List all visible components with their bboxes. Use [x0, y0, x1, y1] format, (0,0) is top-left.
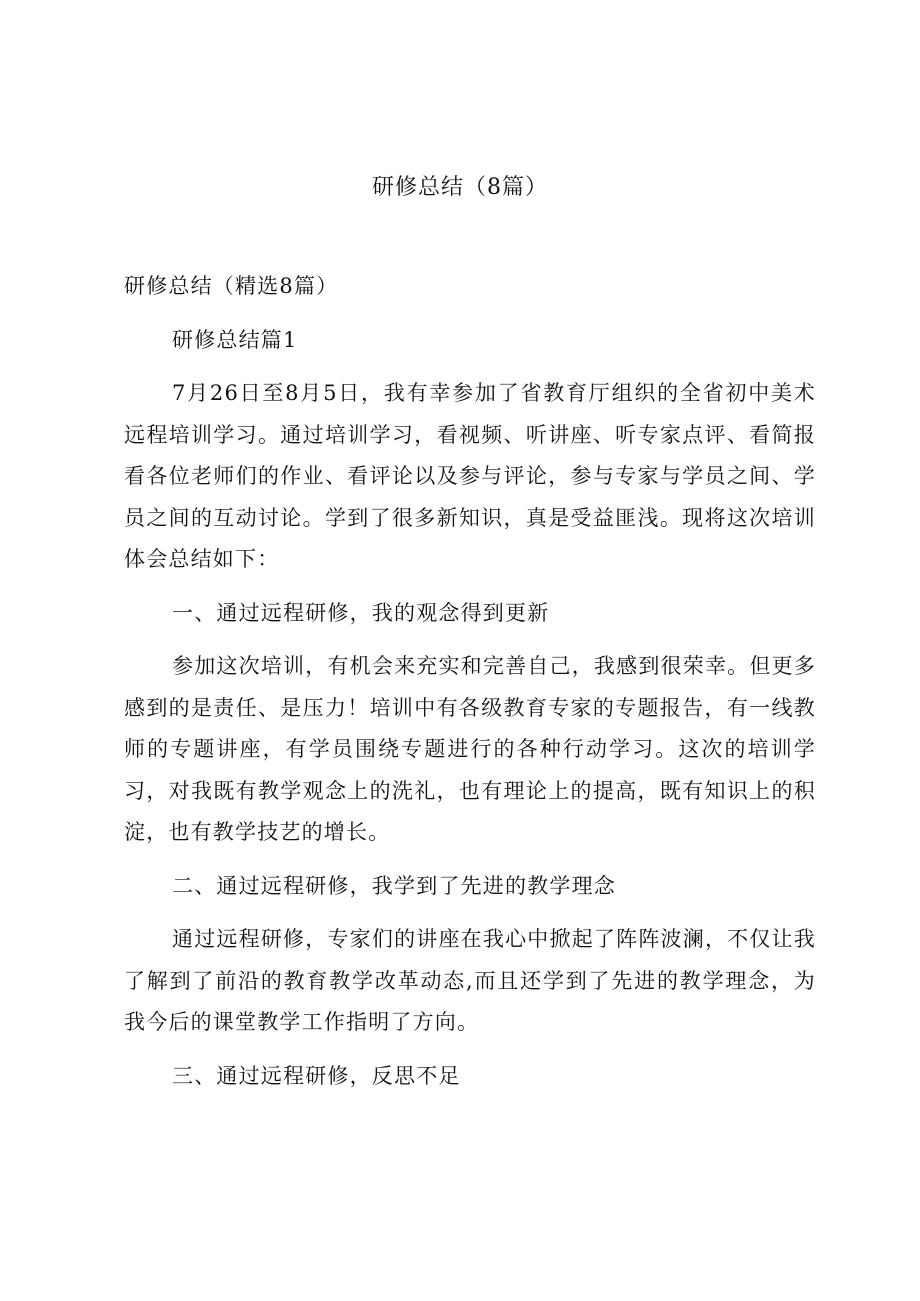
section-2-paragraph: 通过远程研修，专家们的讲座在我心中掀起了阵阵波澜，不仅让我了解到了前沿的教育教学改革动态,而且还学到了先进的教学理念，为我今后的课堂教学工作指明了方向。: [124, 927, 816, 1034]
document-body: [124, 266, 816, 1109]
subtitle: 研修总结（精选8篇）: [124, 274, 339, 298]
section-1-heading: 一、通过远程研修，我的观念得到更新: [172, 600, 550, 625]
chapter-heading: 研修总结篇1: [172, 327, 298, 352]
document-title: 研修总结（8篇）: [372, 175, 548, 200]
section-2-heading: 二、通过远程研修，我学到了先进的教学理念: [172, 873, 616, 898]
intro-paragraph: 7月26日至8月5日，我有幸参加了省教育厅组织的全省初中美术远程培训学习。通过培训学习，看视频、听讲座、听专家点评、看简报看各位老师们的作业、看评论以及参与评论，参与专家与学员之间、学员之间的互动讨论。学到了很多新知识，真是受益匪浅。现将这次培训体会总结如下：: [124, 381, 816, 571]
section-3-heading: 三、通过远程研修，反思不足: [172, 1063, 461, 1088]
section-1-paragraph: 参加这次培训，有机会来充实和完善自己，我感到很荣幸。但更多感到的是责任、是压力！培训中有各级教育专家的专题报告，有一线教师的专题讲座，有学员围绕专题进行的各种行动学习。这次的培训学习，对我既有教学观念上的洗礼，也有理论上的提高，既有知识上的积淀，也有教学技艺的增长。: [124, 654, 816, 844]
